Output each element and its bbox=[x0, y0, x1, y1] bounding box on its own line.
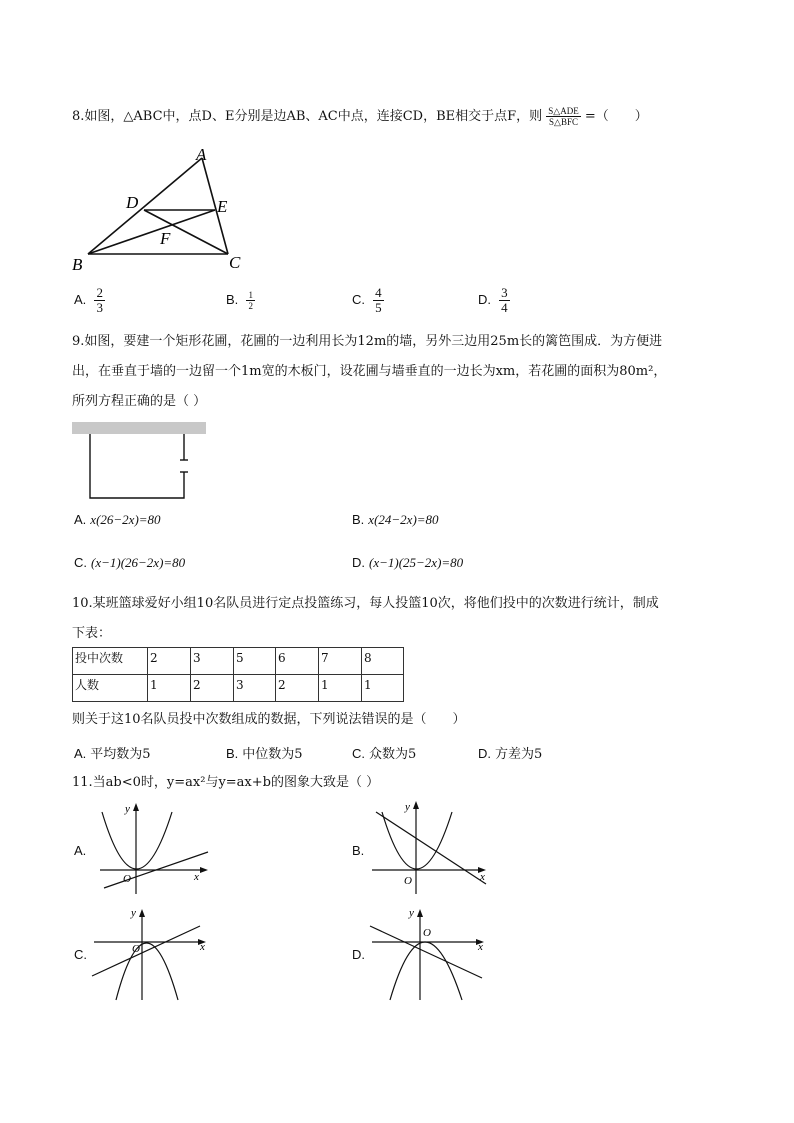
q10-question: 则关于这10名队员投中次数组成的数据，下列说法错误的是（ ） bbox=[72, 712, 466, 727]
q10-option-b[interactable]: B. 中位数为5 bbox=[226, 746, 303, 762]
q9-wall bbox=[72, 422, 206, 434]
q8-area-ratio bbox=[546, 106, 580, 127]
table-row bbox=[73, 675, 404, 702]
x-axis-arrow bbox=[200, 867, 208, 873]
line bbox=[92, 926, 200, 976]
y-axis-arrow bbox=[139, 909, 145, 917]
q9-option-d[interactable]: D. (x−1)(25−2x)=80 bbox=[352, 555, 464, 570]
q9-line-3: 所列方程正确的是（ ） bbox=[72, 394, 207, 409]
q8-label-e: E bbox=[217, 197, 228, 216]
q9-option-a[interactable]: A. x(26−2x)=80 bbox=[74, 512, 161, 527]
table-cell: 1 bbox=[148, 675, 191, 702]
table-cell: 3 bbox=[191, 648, 234, 675]
table-cell: 3 bbox=[234, 675, 276, 702]
q8-stem-tail: =（ ） bbox=[584, 109, 648, 124]
y-axis-label: y bbox=[405, 801, 410, 813]
q10-line-2: 下表： bbox=[72, 626, 112, 641]
q9-fence bbox=[90, 434, 184, 498]
q8-ratio-numerator: S△ADE bbox=[548, 106, 579, 116]
q8-segment-be bbox=[88, 210, 215, 254]
q10-data-table bbox=[72, 647, 404, 702]
x-axis-label: x bbox=[478, 941, 483, 953]
q11-graph-b bbox=[368, 798, 493, 898]
table-cell: 1 bbox=[319, 675, 362, 702]
q8-label-b: B bbox=[72, 255, 83, 274]
x-axis-label: x bbox=[194, 871, 199, 883]
y-axis-label: y bbox=[125, 803, 130, 815]
q8-option-c[interactable]: C. $\frac{4}{5}$ bbox=[352, 285, 382, 315]
table-cell: 2 bbox=[276, 675, 319, 702]
origin-label: O bbox=[132, 943, 140, 955]
q10-option-c[interactable]: C. 众数为5 bbox=[352, 746, 417, 762]
q11-graph-d bbox=[366, 902, 491, 1002]
y-axis-label: y bbox=[409, 907, 414, 919]
table-cell: 1 bbox=[362, 675, 404, 702]
q10-option-d[interactable]: D. 方差为5 bbox=[478, 746, 543, 762]
q8-stem bbox=[72, 106, 648, 127]
q8-option-d[interactable]: D. $\frac{3}{4}$ bbox=[478, 285, 508, 315]
parabola bbox=[390, 942, 462, 1000]
origin-label: O bbox=[123, 873, 131, 885]
y-axis-arrow bbox=[133, 803, 139, 811]
y-axis-label: y bbox=[131, 907, 136, 919]
q8-side-ab bbox=[88, 158, 202, 254]
q8-option-b[interactable]: B. $\frac{1}{2}$ bbox=[226, 290, 253, 311]
x-axis-label: x bbox=[480, 871, 485, 883]
q11-option-d[interactable]: D. bbox=[352, 947, 365, 962]
table-cell: 6 bbox=[276, 648, 319, 675]
table-cell: 2 bbox=[191, 675, 234, 702]
table-row bbox=[73, 648, 404, 675]
table-cell: 7 bbox=[319, 648, 362, 675]
q8-triangle-figure bbox=[68, 142, 258, 274]
q9-option-c[interactable]: C. (x−1)(26−2x)=80 bbox=[74, 555, 186, 570]
q8-label-a: A bbox=[196, 145, 207, 164]
table-cell: 投中次数 bbox=[73, 648, 148, 675]
y-axis-arrow bbox=[417, 909, 423, 917]
q10-line-1: 10.某班篮球爱好小组10名队员进行定点投篮练习，每人投篮10次，将他们投中的次数进行统计，制成 bbox=[72, 596, 659, 611]
parabola bbox=[382, 812, 452, 869]
q8-stem-text: 8.如图，△ABC中，点D、E分别是边AB、AC中点，连接CD，BE相交于点F，则 bbox=[72, 109, 543, 124]
q11-option-c[interactable]: C. bbox=[74, 947, 87, 962]
q8-label-c: C bbox=[229, 253, 241, 272]
origin-label: O bbox=[423, 927, 431, 939]
origin-label: O bbox=[404, 875, 412, 887]
table-cell: 人数 bbox=[73, 675, 148, 702]
q11-stem: 11.当ab<0时，y=ax²与y=ax+b的图象大致是（ ） bbox=[72, 775, 380, 790]
q11-option-b[interactable]: B. bbox=[352, 843, 365, 858]
q8-label-d: D bbox=[126, 193, 139, 212]
q8-segment-cd bbox=[144, 210, 228, 254]
parabola bbox=[116, 943, 178, 1000]
table-cell: 8 bbox=[362, 648, 404, 675]
q8-ratio-denominator: S△BFC bbox=[549, 117, 578, 127]
q8-label-f: F bbox=[160, 229, 171, 248]
line bbox=[376, 812, 486, 884]
table-cell: 2 bbox=[148, 648, 191, 675]
q10-option-a[interactable]: A. 平均数为5 bbox=[74, 746, 151, 762]
parabola bbox=[102, 812, 172, 869]
q9-line-2: 出，在垂直于墙的一边留一个1m宽的木板门，设花圃与墙垂直的一边长为xm，若花圃的面积为80m²， bbox=[72, 364, 667, 379]
q8-option-a[interactable]: A. $\frac{2}{3}$ bbox=[74, 285, 103, 315]
table-cell: 5 bbox=[234, 648, 276, 675]
q11-graph-a bbox=[90, 798, 215, 898]
q11-option-a[interactable]: A. bbox=[74, 843, 87, 858]
q9-line-1: 9.如图，要建一个矩形花圃，花圃的一边利用长为12m的墙，另外三边用25m长的篱笆围成．为方便进 bbox=[72, 334, 663, 349]
q11-graph-c bbox=[88, 902, 213, 1002]
q9-garden-figure bbox=[70, 420, 210, 502]
q9-option-b[interactable]: B. x(24−2x)=80 bbox=[352, 512, 439, 527]
y-axis-arrow bbox=[413, 801, 419, 809]
x-axis-label: x bbox=[200, 941, 205, 953]
